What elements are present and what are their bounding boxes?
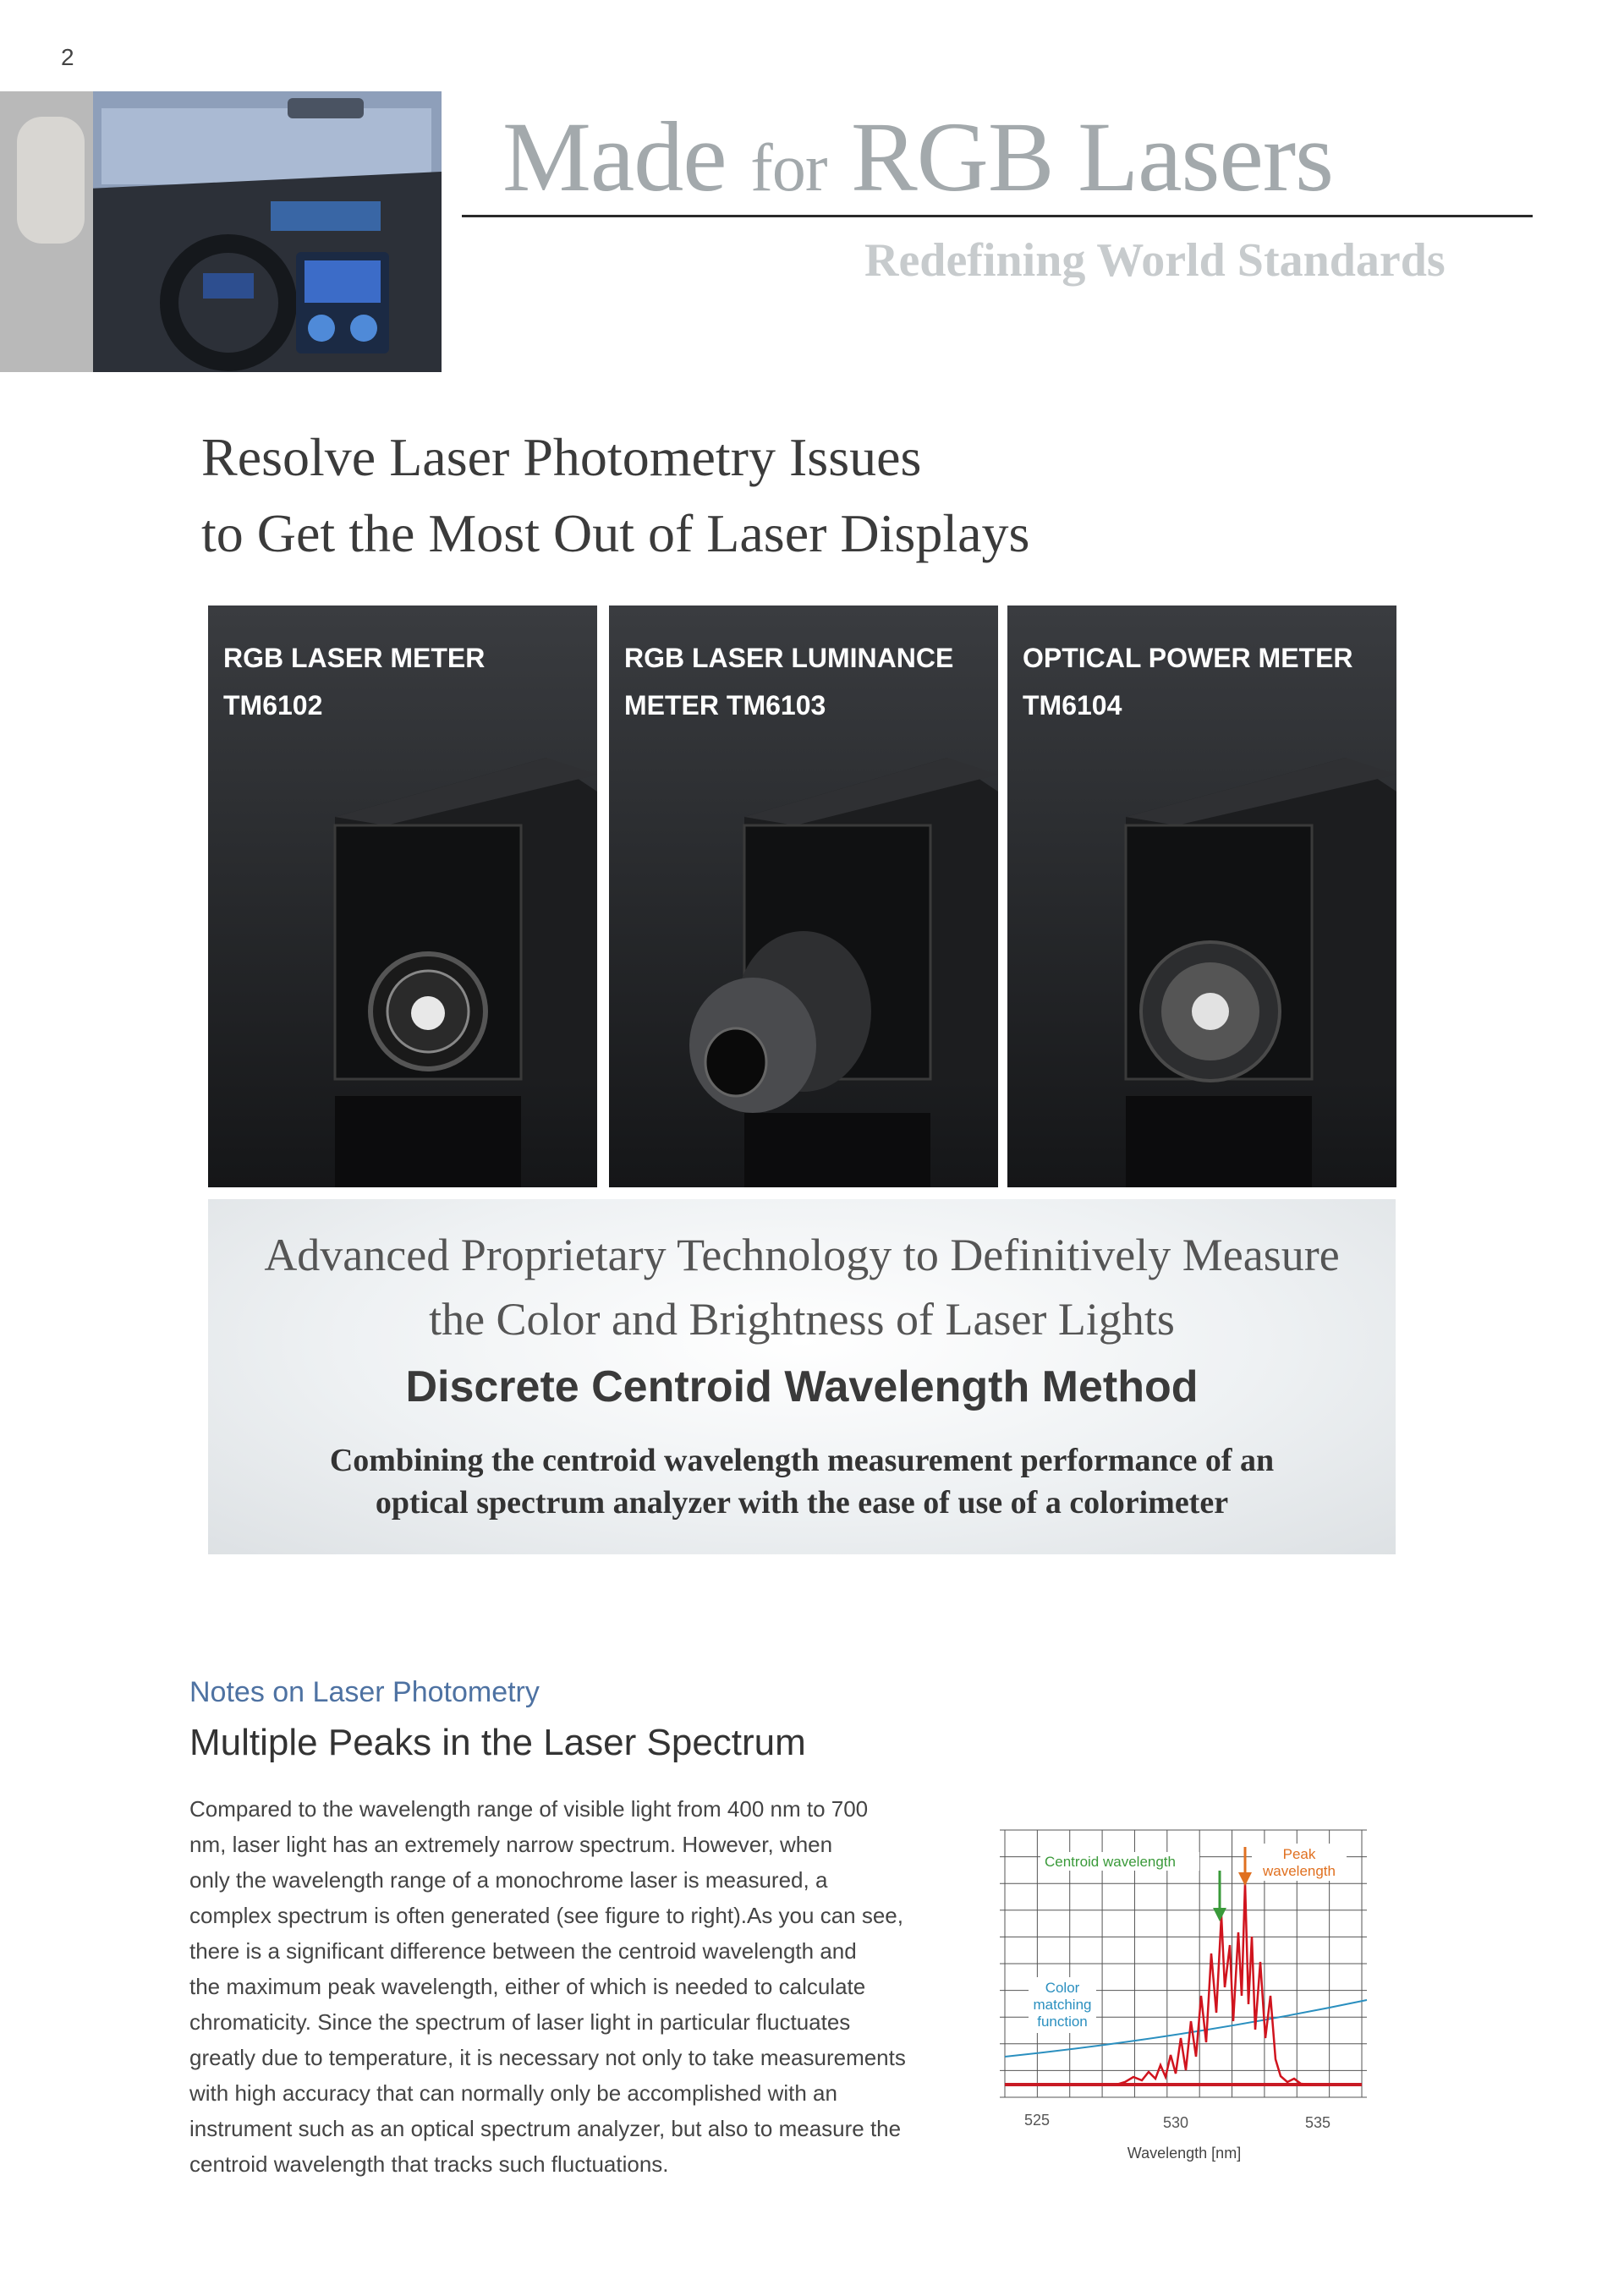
notes-line: greatly due to temperature, it is necessary not only to take measurements [189, 2045, 906, 2070]
notes-heading: Multiple Peaks in the Laser Spectrum [189, 1722, 806, 1763]
intro-heading-line2: to Get the Most Out of Laser Displays [201, 503, 1030, 563]
product-card-tm6104 [1007, 606, 1396, 1187]
product-name-line1: OPTICAL POWER METER [1023, 643, 1353, 673]
technology-heading-line1: Advanced Proprietary Technology to Definitively Measure [264, 1230, 1340, 1280]
cmf-label-line3: function [1037, 2014, 1088, 2030]
x-tick-label: 535 [1304, 2114, 1331, 2131]
intro-heading-line1: Resolve Laser Photometry Issues [201, 427, 922, 487]
notes-line: the maximum peak wavelength, either of which is needed to calculate [189, 1974, 866, 1999]
x-tick-label: 530 [1162, 2114, 1189, 2131]
subtitle: Redefining World Standards [864, 234, 1446, 287]
main-title-part1: Made [502, 101, 751, 212]
intro-heading [201, 419, 1029, 572]
car-interior-photo [0, 91, 442, 372]
product-name-line2: TM6102 [223, 690, 323, 721]
peak-label-line2: wavelength [1262, 1863, 1336, 1879]
laser-spectrum-chart [998, 1827, 1379, 2173]
technology-desc-line1: Combining the centroid wavelength measurement performance of an [329, 1443, 1275, 1478]
title-divider [462, 215, 1533, 217]
main-title [502, 100, 1333, 215]
main-title-part3: RGB Lasers [826, 101, 1334, 212]
main-title-part2: for [750, 131, 827, 205]
technology-heading-line2: the Color and Brightness of Laser Lights [429, 1294, 1175, 1345]
peak-label-line1: Peak [1282, 1846, 1316, 1862]
x-axis-label: Wavelength [nm] [1127, 2145, 1242, 2162]
product-name-line2: METER TM6103 [624, 690, 826, 721]
notes-label: Notes on Laser Photometry [189, 1676, 540, 1708]
notes-line: nm, laser light has an extremely narrow spectrum. However, when [189, 1832, 833, 1857]
cmf-label-line1: Color [1045, 1980, 1080, 1996]
technology-method: Discrete Centroid Wavelength Method [405, 1362, 1199, 1411]
notes-line: centroid wavelength that tracks such fluctuations. [189, 2151, 669, 2177]
technology-description [208, 1439, 1396, 1524]
product-card-tm6103 [609, 606, 998, 1187]
centroid-label: Centroid wavelength [1045, 1854, 1176, 1870]
product-card-title [624, 634, 990, 729]
product-name-line2: TM6104 [1023, 690, 1122, 721]
technology-heading [208, 1223, 1396, 1351]
product-name-line1: RGB LASER METER [223, 643, 486, 673]
car-interior-illustration [0, 91, 442, 372]
notes-line: chromaticity. Since the spectrum of laser light in particular fluctuates [189, 2009, 851, 2035]
product-name-line1: RGB LASER LUMINANCE [624, 643, 954, 673]
product-card-title [223, 634, 589, 729]
cmf-label-line2: matching [1033, 1997, 1092, 2013]
notes-line: there is a significant difference between the centroid wavelength and [189, 1938, 857, 1964]
notes-line: instrument such as an optical spectrum analyzer, but also to measure the [189, 2116, 902, 2141]
product-card-tm6102 [208, 606, 597, 1187]
notes-line: only the wavelength range of a monochrome laser is measured, a [189, 1867, 828, 1893]
technology-desc-line2: optical spectrum analyzer with the ease of use of a colorimeter [375, 1485, 1229, 1521]
notes-body [189, 1791, 934, 2182]
page-number: 2 [61, 44, 74, 70]
x-tick-label: 525 [1023, 2112, 1051, 2129]
centroid-arrow-head [1213, 1908, 1226, 1921]
notes-line: complex spectrum is often generated (see figure to right).As you can see, [189, 1903, 903, 1928]
product-card-title [1023, 634, 1388, 729]
technology-callout [208, 1199, 1396, 1554]
notes-line: Compared to the wavelength range of visible light from 400 nm to 700 [189, 1796, 869, 1822]
spectrum-series-line [1116, 1882, 1311, 2085]
notes-line: with high accuracy that can normally only be accomplished with an [189, 2080, 837, 2106]
